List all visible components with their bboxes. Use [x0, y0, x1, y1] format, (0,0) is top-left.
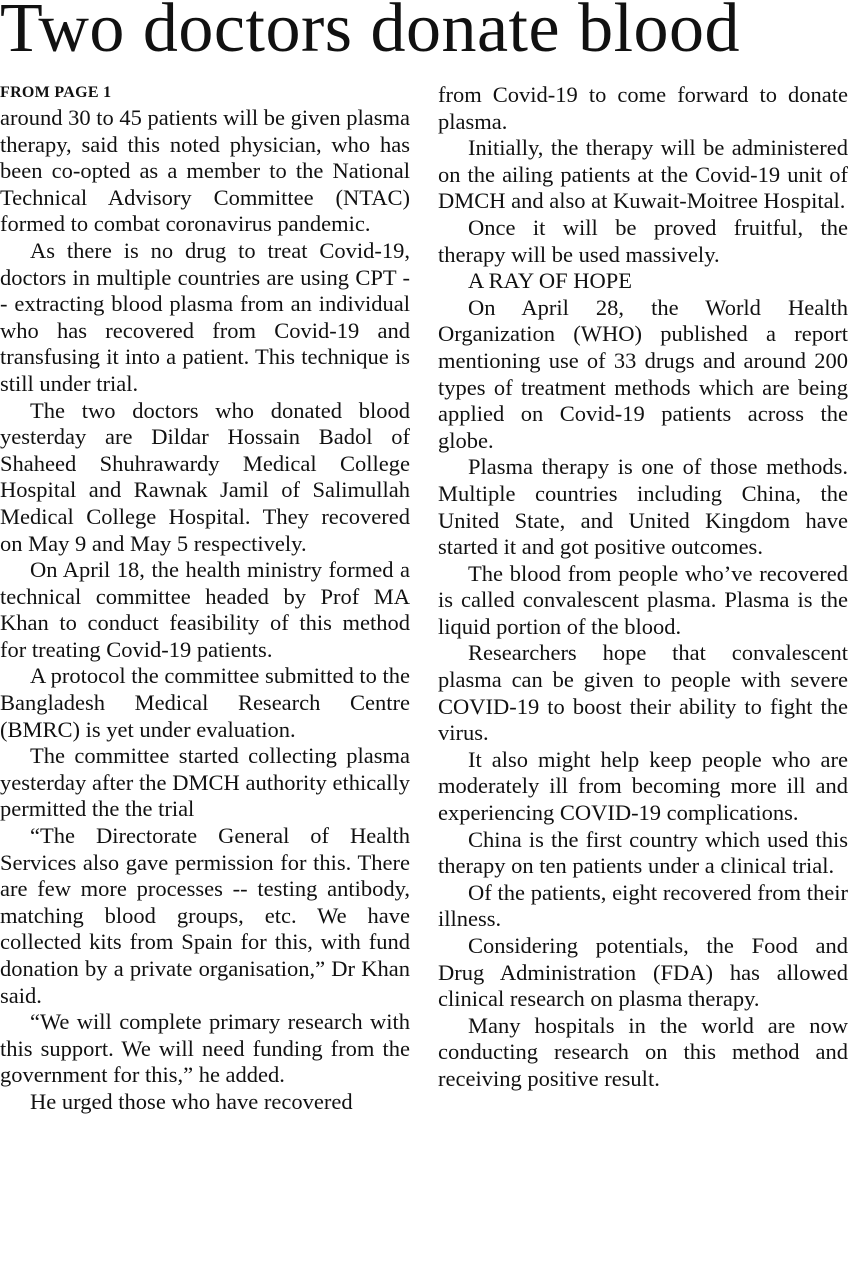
- article-paragraph: Initially, the therapy will be administered on the ailing patients at the Covid-19 unit of DMCH and also at Kuwait-Moitree Hospital.: [438, 135, 848, 214]
- article-paragraph: On April 18, the health ministry formed a technical committee headed by Prof MA Khan to conduct feasibility of this method for treating Covid-19 patients.: [0, 557, 410, 662]
- headline: Two doctors donate blood: [0, 0, 741, 67]
- article-paragraph: Many hospitals in the world are now conducting research on this method and receiving positive result.: [438, 1012, 848, 1091]
- article-paragraph: The committee started collecting plasma yesterday after the DMCH authority ethically permitted the the trial: [0, 743, 410, 822]
- article-paragraph: The two doctors who donated blood yesterday are Dildar Hossain Badol of Shaheed Shuhrawardy Medical College Hospital and Rawnak Jamil of Salimullah Medical College Hospital. They recovered on May 9 and May 5 respectively.: [0, 397, 410, 556]
- article-paragraph: The blood from people who’ve recovered is called convalescent plasma. Plasma is the liquid portion of the blood.: [438, 560, 848, 639]
- article-paragraph: Once it will be proved fruitful, the therapy will be used massively.: [438, 214, 848, 267]
- article-paragraph: Researchers hope that convalescent plasma can be given to people with severe COVID-19 to boost their ability to fight the virus.: [438, 640, 848, 746]
- article-paragraph: “The Directorate General of Health Services also gave permission for this. There are few more processes -- testing antibody, matching blood groups, etc. We have collected kits from Spain for this, with fund donation by a private organisation,” Dr Khan said.: [0, 823, 410, 1008]
- right-column: [438, 82, 848, 1093]
- article-paragraph: Of the patients, eight recovered from their illness.: [438, 879, 848, 932]
- article-paragraph: On April 28, the World Health Organization (WHO) published a report mentioning use of 33 drugs and around 200 types of treatment methods which are being applied on Covid-19 patients across the globe.: [438, 294, 848, 453]
- article-paragraph: China is the first country which used this therapy on ten patients under a clinical trial.: [438, 826, 848, 879]
- section-subhead: A RAY OF HOPE: [468, 268, 633, 294]
- article-paragraph: He urged those who have recovered: [30, 1088, 353, 1114]
- article-paragraph-continued: from Covid-19 to come forward to donate plasma.: [438, 82, 848, 134]
- article-paragraph: Considering potentials, the Food and Drug Administration (FDA) has allowed clinical research on plasma therapy.: [438, 933, 848, 1012]
- article-paragraph: A protocol the committee submitted to the Bangladesh Medical Research Centre (BMRC) is yet under evaluation.: [0, 663, 410, 742]
- article-paragraph: Plasma therapy is one of those methods. Multiple countries including China, the United State, and United Kingdom have started it and got positive outcomes.: [438, 454, 848, 560]
- article-paragraph: It also might help keep people who are moderately ill from becoming more ill and experiencing COVID-19 complications.: [438, 746, 848, 826]
- article-paragraph: As there is no drug to treat Covid-19, doctors in multiple countries are using CPT -- extracting blood plasma from an individual who has recovered from Covid-19 and transfusing it into a patient. This technique is still under trial.: [0, 237, 410, 396]
- left-column: [0, 105, 410, 1116]
- article-paragraph: around 30 to 45 patients will be given plasma therapy, said this noted physician, who has been co-opted as a member to the National Technical Advisory Committee (NTAC) formed to combat coronavirus pandemic.: [0, 105, 410, 237]
- article-paragraph: “We will complete primary research with this support. We will need funding from the government for this,” he added.: [0, 1009, 410, 1088]
- continued-from-label: FROM PAGE 1: [0, 84, 112, 101]
